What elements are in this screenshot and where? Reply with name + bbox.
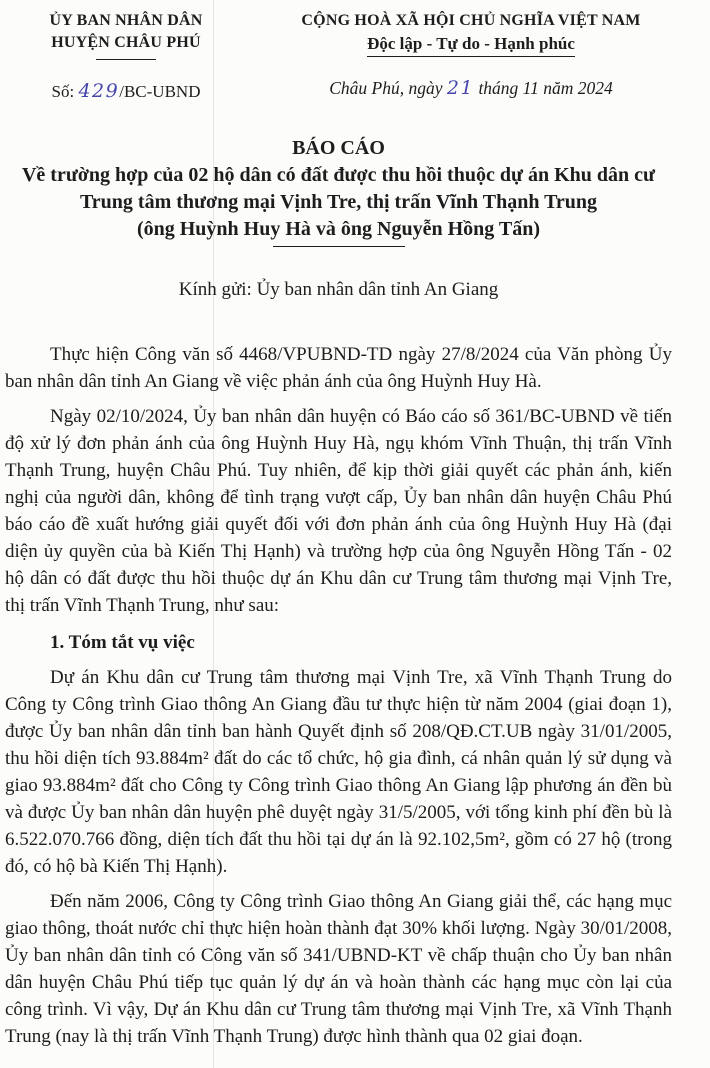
document-title-line-1: Về trường hợp của 02 hộ dân có đất được thu hồi thuộc dự án Khu dân cư [21,164,656,186]
document-number-handwritten: 429 [78,80,120,102]
document-number-prefix: Số: [51,82,79,101]
document-type-label: BÁO CÁO [292,137,385,159]
issuing-authority-parent-name: ỦY BAN NHÂN DÂN [49,12,203,29]
issuing-authority-name: HUYỆN CHÂU PHÚ [51,34,201,51]
document-number-line [5,80,247,102]
place-date-line [270,77,672,99]
document-title-line-2: Trung tâm thương mại Vịnh Tre, thị trấn Vĩnh Thạnh Trung [79,191,598,213]
date-prefix: Châu Phú, ngày [329,78,447,98]
date-suffix: tháng 11 năm 2024 [474,78,613,98]
date-day-handwritten: 21 [446,77,475,99]
section-1-heading: 1. Tóm tắt vụ việc [50,632,195,653]
national-header-block [270,10,672,99]
body-paragraph-2: Ngày 02/10/2024, Ủy ban nhân dân huyện có Báo cáo số 361/BC-UBND về tiến độ xử lý đơn phản ánh của ông Huỳnh Huy Hà, ngụ khóm Vĩnh Thuận, thị trấn Vĩnh Thạnh Trung, huyện Châu Phú. Tuy nhiên, để kịp thời giải quyết các phản ánh, kiến nghị của người dân, không để tình trạng vượt cấp, Ủy ban nhân dân huyện Châu Phú báo cáo đề xuất hướng giải quyết đối với đơn phản ánh của ông Huỳnh Huy Hà (đại diện ủy quyền của bà Kiến Thị Hạnh) và trường hợp của ông Nguyễn Hồng Tấn - 02 hộ dân có đất được thu hồi thuộc dự án Khu dân cư Trung tâm thương mại Vịnh Tre, thị trấn Vĩnh Thạnh Trung, như sau: [5,406,672,616]
document-title-block [5,135,672,247]
document-header [5,10,672,102]
document-title-line-3: (ông Huỳnh Huy Hà và ông Nguyễn Hồng Tấn) [136,218,541,240]
issuing-authority-block [5,10,247,102]
document-body [5,341,672,1050]
salutation-line: Kính gửi: Ủy ban nhân dân tỉnh An Giang [178,279,499,300]
national-motto-wrap [270,34,672,57]
national-motto: Độc lập - Tự do - Hạnh phúc [367,34,575,57]
authority-underline-rule [96,59,156,60]
document-content [5,10,672,1050]
body-paragraph-3: Dự án Khu dân cư Trung tâm thương mại Vịnh Tre, xã Vĩnh Thạnh Trung do Công ty Công trình Giao thông An Giang đầu tư thực hiện từ năm 2004 (giai đoạn 1), được Ủy ban nhân dân tỉnh ban hành Quyết định số 208/QĐ.CT.UB ngày 31/01/2005, thu hồi diện tích 93.884m² đất do các tổ chức, hộ gia đình, cá nhân quản lý sử dụng và giao 93.884m² đất cho Công ty Công trình Giao thông An Giang lập phương án đền bù và được Ủy ban nhân dân huyện phê duyệt ngày 31/5/2005, với tổng kinh phí đền bù là 6.522.070.766 đồng, diện tích đất thu hồi tại dự án là 92.102,5m², gồm có 27 hộ (trong đó, có hộ bà Kiến Thị Hạnh). [5,667,672,877]
document-number-suffix: /BC-UBND [119,82,201,101]
national-title: CỘNG HOÀ XÃ HỘI CHỦ NGHĨA VIỆT NAM [301,12,641,29]
title-underline-rule [273,246,405,247]
body-paragraph-4: Đến năm 2006, Công ty Công trình Giao thông An Giang giải thể, các hạng mục giao thông, thoát nước chỉ thực hiện hoàn thành đạt 30% khối lượng. Ngày 30/01/2008, Ủy ban nhân dân tỉnh có Công văn số 341/UBND-KT về chấp thuận cho Ủy ban nhân dân huyện Châu Phú tiếp tục quản lý dự án và hoàn thành các hạng mục còn lại của công trình. Vì vậy, Dự án Khu dân cư Trung tâm thương mại Vịnh Tre, xã Vĩnh Thạnh Trung (nay là thị trấn Vĩnh Thạnh Trung) được hình thành qua 02 giai đoạn. [5,891,672,1047]
body-paragraph-1: Thực hiện Công văn số 4468/VPUBND-TD ngày 27/8/2024 của Văn phòng Ủy ban nhân dân tỉnh An Giang về việc phản ánh của ông Huỳnh Huy Hà. [5,344,672,392]
